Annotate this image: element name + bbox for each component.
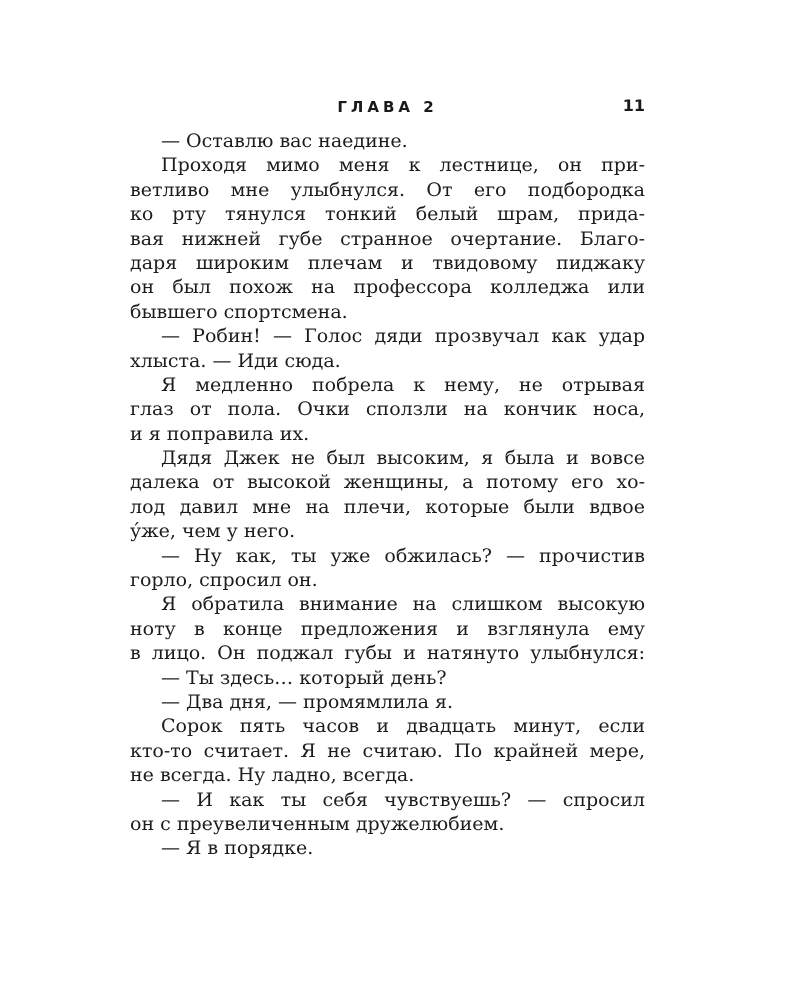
text-line: — Два дня, — промямлила я. <box>161 690 454 713</box>
text-line: не всегда. Ну ладно, всегда. <box>130 764 415 787</box>
text-line: в лицо. Он поджал губы и натянуто улыбнулся: <box>130 642 645 665</box>
text-line: кто-то считает. Я не считаю. По крайней мере, <box>130 739 645 762</box>
text-line: и я поправила их. <box>130 422 310 445</box>
text-line: далека от высокой женщины, а потому его хо- <box>130 471 645 494</box>
body-text <box>130 129 645 861</box>
text-line: — Я в порядке. <box>161 837 314 860</box>
text-line: Я медленно побрела к нему, не отрывая <box>161 373 645 396</box>
text-line: Я обратила внимание на слишком высокую <box>161 593 645 616</box>
text-line: даря широким плечам и твидовому пиджаку <box>130 251 645 274</box>
text-line: бывшего спортсмена. <box>130 300 348 323</box>
text-line: — Робин! — Голос дяди прозвучал как удар <box>161 325 645 348</box>
text-line: Сорок пять часов и двадцать минут, если <box>161 715 645 738</box>
text-line: хлыста. — Иди сюда. <box>130 349 341 372</box>
text-line: он был похож на профессора колледжа или <box>130 276 645 299</box>
text-line: — Ты здесь… который день? <box>161 666 447 689</box>
text-line: ко рту тянулся тонкий белый шрам, прида- <box>130 203 645 226</box>
text-line: вая нижней губе странное очертание. Благо- <box>130 227 645 250</box>
text-line: горло, спросил он. <box>130 569 318 592</box>
text-line: Проходя мимо меня к лестнице, он при- <box>161 154 645 177</box>
text-line: Дядя Джек не был высоким, я была и вовсе <box>161 447 645 470</box>
text-line: — Оставлю вас наедине. <box>161 130 408 152</box>
text-line: лод давил мне на плечи, которые были вдвое <box>130 495 645 518</box>
page-number: 11 <box>622 96 645 115</box>
text-line: — И как ты себя чувствуешь? — спросил <box>161 788 645 811</box>
text-line: глаз от пола. Очки сползли на кончик носа, <box>130 398 645 421</box>
running-head <box>130 96 645 120</box>
text-line: ноту в конце предложения и взглянула ему <box>130 617 645 640</box>
text-line: ветливо мне улыбнулся. От его подбородка <box>130 178 645 201</box>
text-line: — Ну как, ты уже обжилась? — прочистив <box>161 544 645 567</box>
text-line: он с преувеличенным дружелюбием. <box>130 812 505 835</box>
text-line: у́же, чем у него. <box>130 520 296 543</box>
chapter-heading: ГЛАВА 2 <box>337 98 438 116</box>
